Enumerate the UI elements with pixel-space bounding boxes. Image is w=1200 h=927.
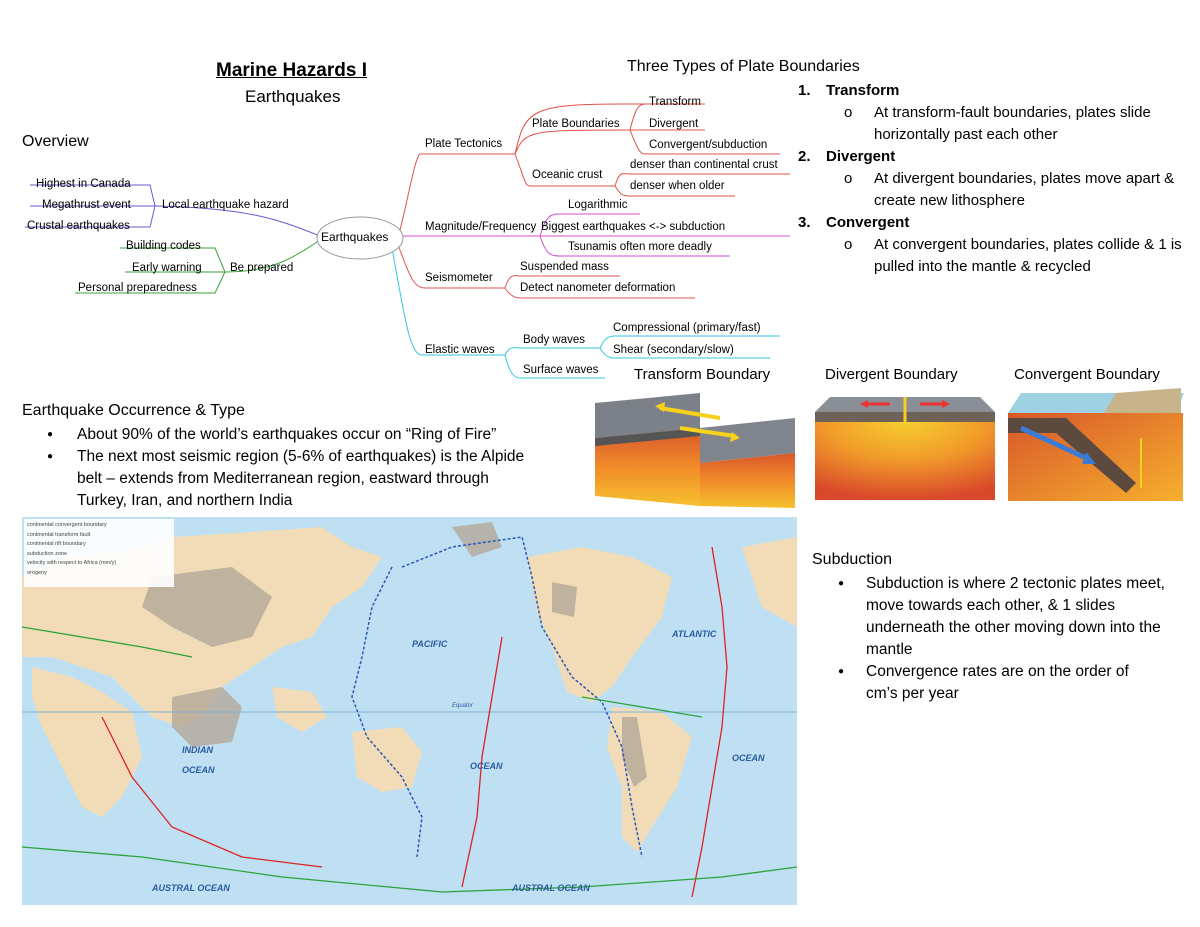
mm-magnitude-label: Magnitude/Frequency [425,221,537,233]
mm-local-item: Crustal earthquakes [27,220,130,232]
mm-body-waves: Body waves [523,334,586,346]
map-legend-item: orogeny [27,569,47,576]
map-label-atlantic-ocean: OCEAN [732,753,765,763]
map-label-pacific-ocean: OCEAN [470,761,503,771]
divergent-boundary-label: Divergent Boundary [825,366,958,383]
map-label-atlantic: ATLANTIC [672,629,717,639]
map-legend-item: continental transform fault [27,531,91,538]
mm-boundary-item: Convergent/subduction [649,139,768,151]
mindmap-center: Earthquakes [321,230,389,244]
map-label-austral-west: AUSTRAL OCEAN [152,883,230,893]
subduction-list [810,573,1185,705]
mm-prepared-label: Be prepared [230,262,294,274]
mm-surface-waves: Surface waves [523,364,599,376]
occurrence-list [19,424,579,512]
occurrence-heading: Earthquake Occurrence & Type [22,402,245,419]
occurrence-bullet: ● The next most seismic region (5-6% of earthquakes) is the Alpide belt – extends from Mediterranean region, eastward through Turkey, Iran, and northern India [19,446,579,512]
mm-boundary-item: Transform [649,96,701,108]
plate-type-item: 3. Convergent o At convergent boundaries, plates collide & 1 is pulled into the mantle & recycled [798,212,1193,278]
map-label-equator: Equator [452,703,474,709]
mm-magnitude-item: Biggest earthquakes <-> subduction [541,221,726,233]
transform-boundary-diagram [590,388,800,510]
mm-body-item: Shear (secondary/slow) [613,344,734,356]
plate-types-list [798,80,1193,278]
mm-magnitude-item: Tsunamis often more deadly [568,241,712,253]
mm-crust-item: denser than continental crust [630,159,778,171]
mm-crust-item: denser when older [630,180,725,192]
mm-body-item: Compressional (primary/fast) [613,322,761,334]
map-label-pacific: PACIFIC [412,639,448,649]
mm-prepared-item: Personal preparedness [78,282,197,294]
mm-plate-label: Plate Tectonics [425,138,503,150]
mm-boundaries-label: Plate Boundaries [532,118,620,130]
map-label-austral-east: AUSTRAL OCEAN [512,883,590,893]
convergent-boundary-diagram [1006,388,1186,504]
page-subtitle: Earthquakes [245,87,341,106]
mm-seismometer-label: Seismometer [425,272,493,284]
mm-local-item: Megathrust event [42,199,131,211]
page-title: Marine Hazards I [216,60,367,81]
mm-local-label: Local earthquake hazard [162,199,289,211]
plate-type-item: 1. Transform o At transform-fault boundaries, plates slide horizontally past each other [798,80,1193,146]
plate-types-heading: Three Types of Plate Boundaries [627,58,860,75]
divergent-boundary-diagram [810,392,1000,504]
mm-boundary-item: Divergent [649,118,699,130]
tectonic-plate-map [22,517,797,905]
mm-local-item: Highest in Canada [36,178,131,190]
occurrence-bullet: ● About 90% of the world’s earthquakes occur on “Ring of Fire” [19,424,579,446]
convergent-boundary-label: Convergent Boundary [1014,366,1160,383]
mm-crust-label: Oceanic crust [532,169,603,181]
plate-type-item: 2. Divergent o At divergent boundaries, plates move apart & create new lithosphere [798,146,1193,212]
mm-magnitude-item: Logarithmic [568,199,628,211]
map-graphic [22,517,797,905]
subduction-bullet: ● Subduction is where 2 tectonic plates meet, move towards each other, & 1 slides underneath the other moving down into the mantle [810,573,1185,661]
mm-seismometer-item: Detect nanometer deformation [520,282,676,294]
mm-seismometer-item: Suspended mass [520,261,609,273]
map-label-indian: INDIAN [182,745,213,755]
map-legend-item: subduction zone [27,550,68,557]
map-label-indian-ocean: OCEAN [182,765,215,775]
overview-heading: Overview [22,133,89,150]
subduction-heading: Subduction [812,551,893,568]
map-legend-item: continental rift boundary [27,541,86,547]
mm-prepared-item: Building codes [126,240,201,252]
map-legend-item: velocity with respect to Africa (mm/y) [27,560,117,566]
map-legend [27,521,116,578]
mm-prepared-item: Early warning [132,262,202,274]
subduction-bullet: ● Convergence rates are on the order of cm’s per year [810,661,1185,705]
map-legend-item: continental convergent boundary [27,522,107,528]
mm-elastic-label: Elastic waves [425,344,495,356]
mindmap [20,90,800,390]
transform-boundary-label: Transform Boundary [634,366,771,383]
